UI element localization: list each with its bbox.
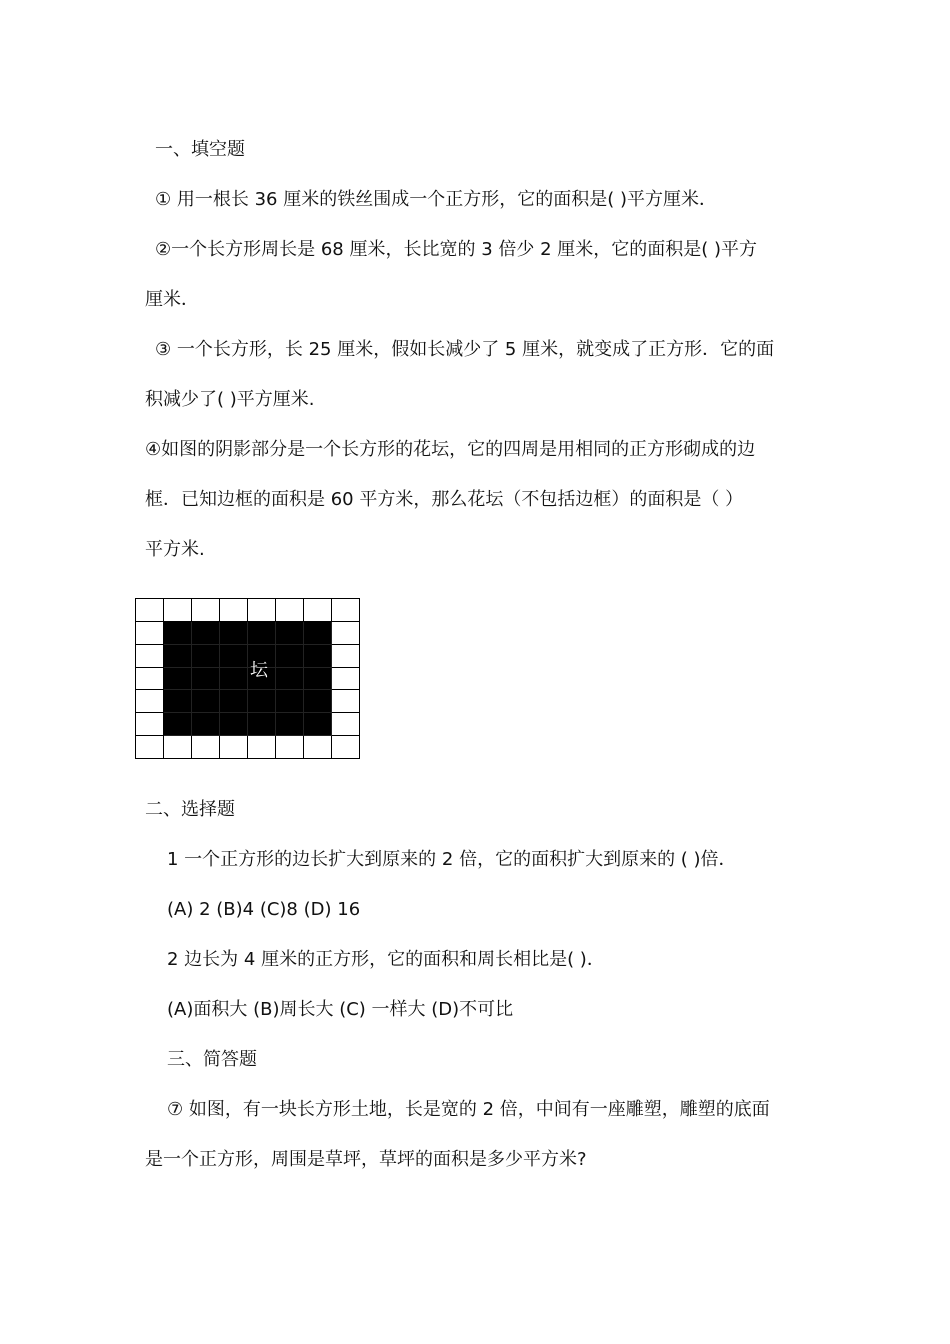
border-tile	[332, 645, 360, 668]
border-tile	[304, 599, 332, 622]
section-3-title: 三、简答题	[167, 1049, 257, 1070]
border-tile	[220, 599, 248, 622]
flower-bed-cell	[192, 690, 220, 713]
flower-bed-cell	[220, 690, 248, 713]
flower-bed-cell	[220, 622, 248, 645]
flower-bed-cell	[220, 713, 248, 736]
flower-bed-cell	[164, 668, 192, 691]
fill-question-2-line-2: 厘米．	[145, 289, 199, 310]
fill-question-4-line-3: 平方米.	[145, 539, 205, 560]
flower-bed-cell	[304, 690, 332, 713]
border-tile	[136, 736, 164, 759]
flower-bed-figure	[135, 598, 360, 759]
border-tile	[276, 736, 304, 759]
flower-bed-cell	[304, 645, 332, 668]
border-tile	[136, 599, 164, 622]
border-tile	[136, 713, 164, 736]
border-tile	[332, 599, 360, 622]
flower-bed-cell	[304, 713, 332, 736]
border-tile	[164, 599, 192, 622]
fill-question-1: ① 用一根长 36 厘米的铁丝围成一个正方形，它的面积是( )平方厘米．	[155, 189, 717, 210]
fill-question-3-line-2: 积减少了( )平方厘米.	[145, 389, 315, 410]
section-2-title: 二、选择题	[145, 799, 235, 820]
choice-question-2-options: (A)面积大 (B)周长大 (C) 一样大 (D)不可比	[167, 999, 514, 1020]
section-1-title: 一、填空题	[155, 139, 245, 160]
flower-bed-cell	[276, 622, 304, 645]
flower-bed-cell	[192, 645, 220, 668]
flower-bed-cell	[248, 690, 276, 713]
border-tile	[136, 690, 164, 713]
flower-bed-cell	[276, 668, 304, 691]
flower-bed-cell	[220, 668, 248, 691]
flower-bed-cell	[248, 622, 276, 645]
flower-bed-cell	[304, 622, 332, 645]
border-tile	[192, 736, 220, 759]
border-tile	[248, 599, 276, 622]
choice-question-2: 2 边长为 4 厘米的正方形，它的面积和周长相比是( )．	[167, 949, 605, 970]
border-tile	[192, 599, 220, 622]
flower-bed-cell	[164, 622, 192, 645]
flower-bed-cell	[276, 645, 304, 668]
fill-question-4-line-2: 框．已知边框的面积是 60 平方米，那么花坛（不包括边框）的面积是（ ）	[145, 489, 744, 510]
border-tile	[276, 599, 304, 622]
border-tile	[136, 645, 164, 668]
border-tile	[332, 690, 360, 713]
border-tile	[304, 736, 332, 759]
flower-bed-label: 坛	[250, 660, 268, 681]
flower-bed-cell	[276, 713, 304, 736]
flower-bed-cell	[304, 668, 332, 691]
fill-question-3-line-1: ③ 一个长方形，长 25 厘米，假如长减少了 5 厘米，就变成了正方形．它的面	[155, 339, 775, 360]
answer-question-7-line-2: 是一个正方形，周围是草坪，草坪的面积是多少平方米?	[145, 1149, 587, 1170]
border-tile	[248, 736, 276, 759]
border-tile	[164, 736, 192, 759]
answer-question-7-line-1: ⑦ 如图，有一块长方形土地，长是宽的 2 倍，中间有一座雕塑，雕塑的底面	[167, 1099, 770, 1120]
flower-bed-cell	[164, 690, 192, 713]
border-tile	[332, 668, 360, 691]
fill-question-4-line-1: ④如图的阴影部分是一个长方形的花坛，它的四周是用相同的正方形砌成的边	[145, 439, 756, 460]
flower-bed-cell	[276, 690, 304, 713]
border-tile	[332, 736, 360, 759]
flower-bed-cell	[192, 668, 220, 691]
choice-question-1-options: (A) 2 (B)4 (C)8 (D) 16	[167, 899, 361, 920]
flower-bed-cell	[164, 645, 192, 668]
flower-bed-cell	[164, 713, 192, 736]
fill-question-2-line-1: ②一个长方形周长是 68 厘米，长比宽的 3 倍少 2 厘米，它的面积是( )平方	[155, 239, 758, 260]
flower-bed-cell	[248, 713, 276, 736]
flower-bed-cell	[192, 713, 220, 736]
border-tile	[220, 736, 248, 759]
border-tile	[136, 622, 164, 645]
choice-question-1: 1 一个正方形的边长扩大到原来的 2 倍，它的面积扩大到原来的 ( )倍．	[167, 849, 737, 870]
border-tile	[332, 713, 360, 736]
border-tile	[332, 622, 360, 645]
flower-bed-cell	[192, 622, 220, 645]
flower-bed-cell	[220, 645, 248, 668]
border-tile	[136, 668, 164, 691]
